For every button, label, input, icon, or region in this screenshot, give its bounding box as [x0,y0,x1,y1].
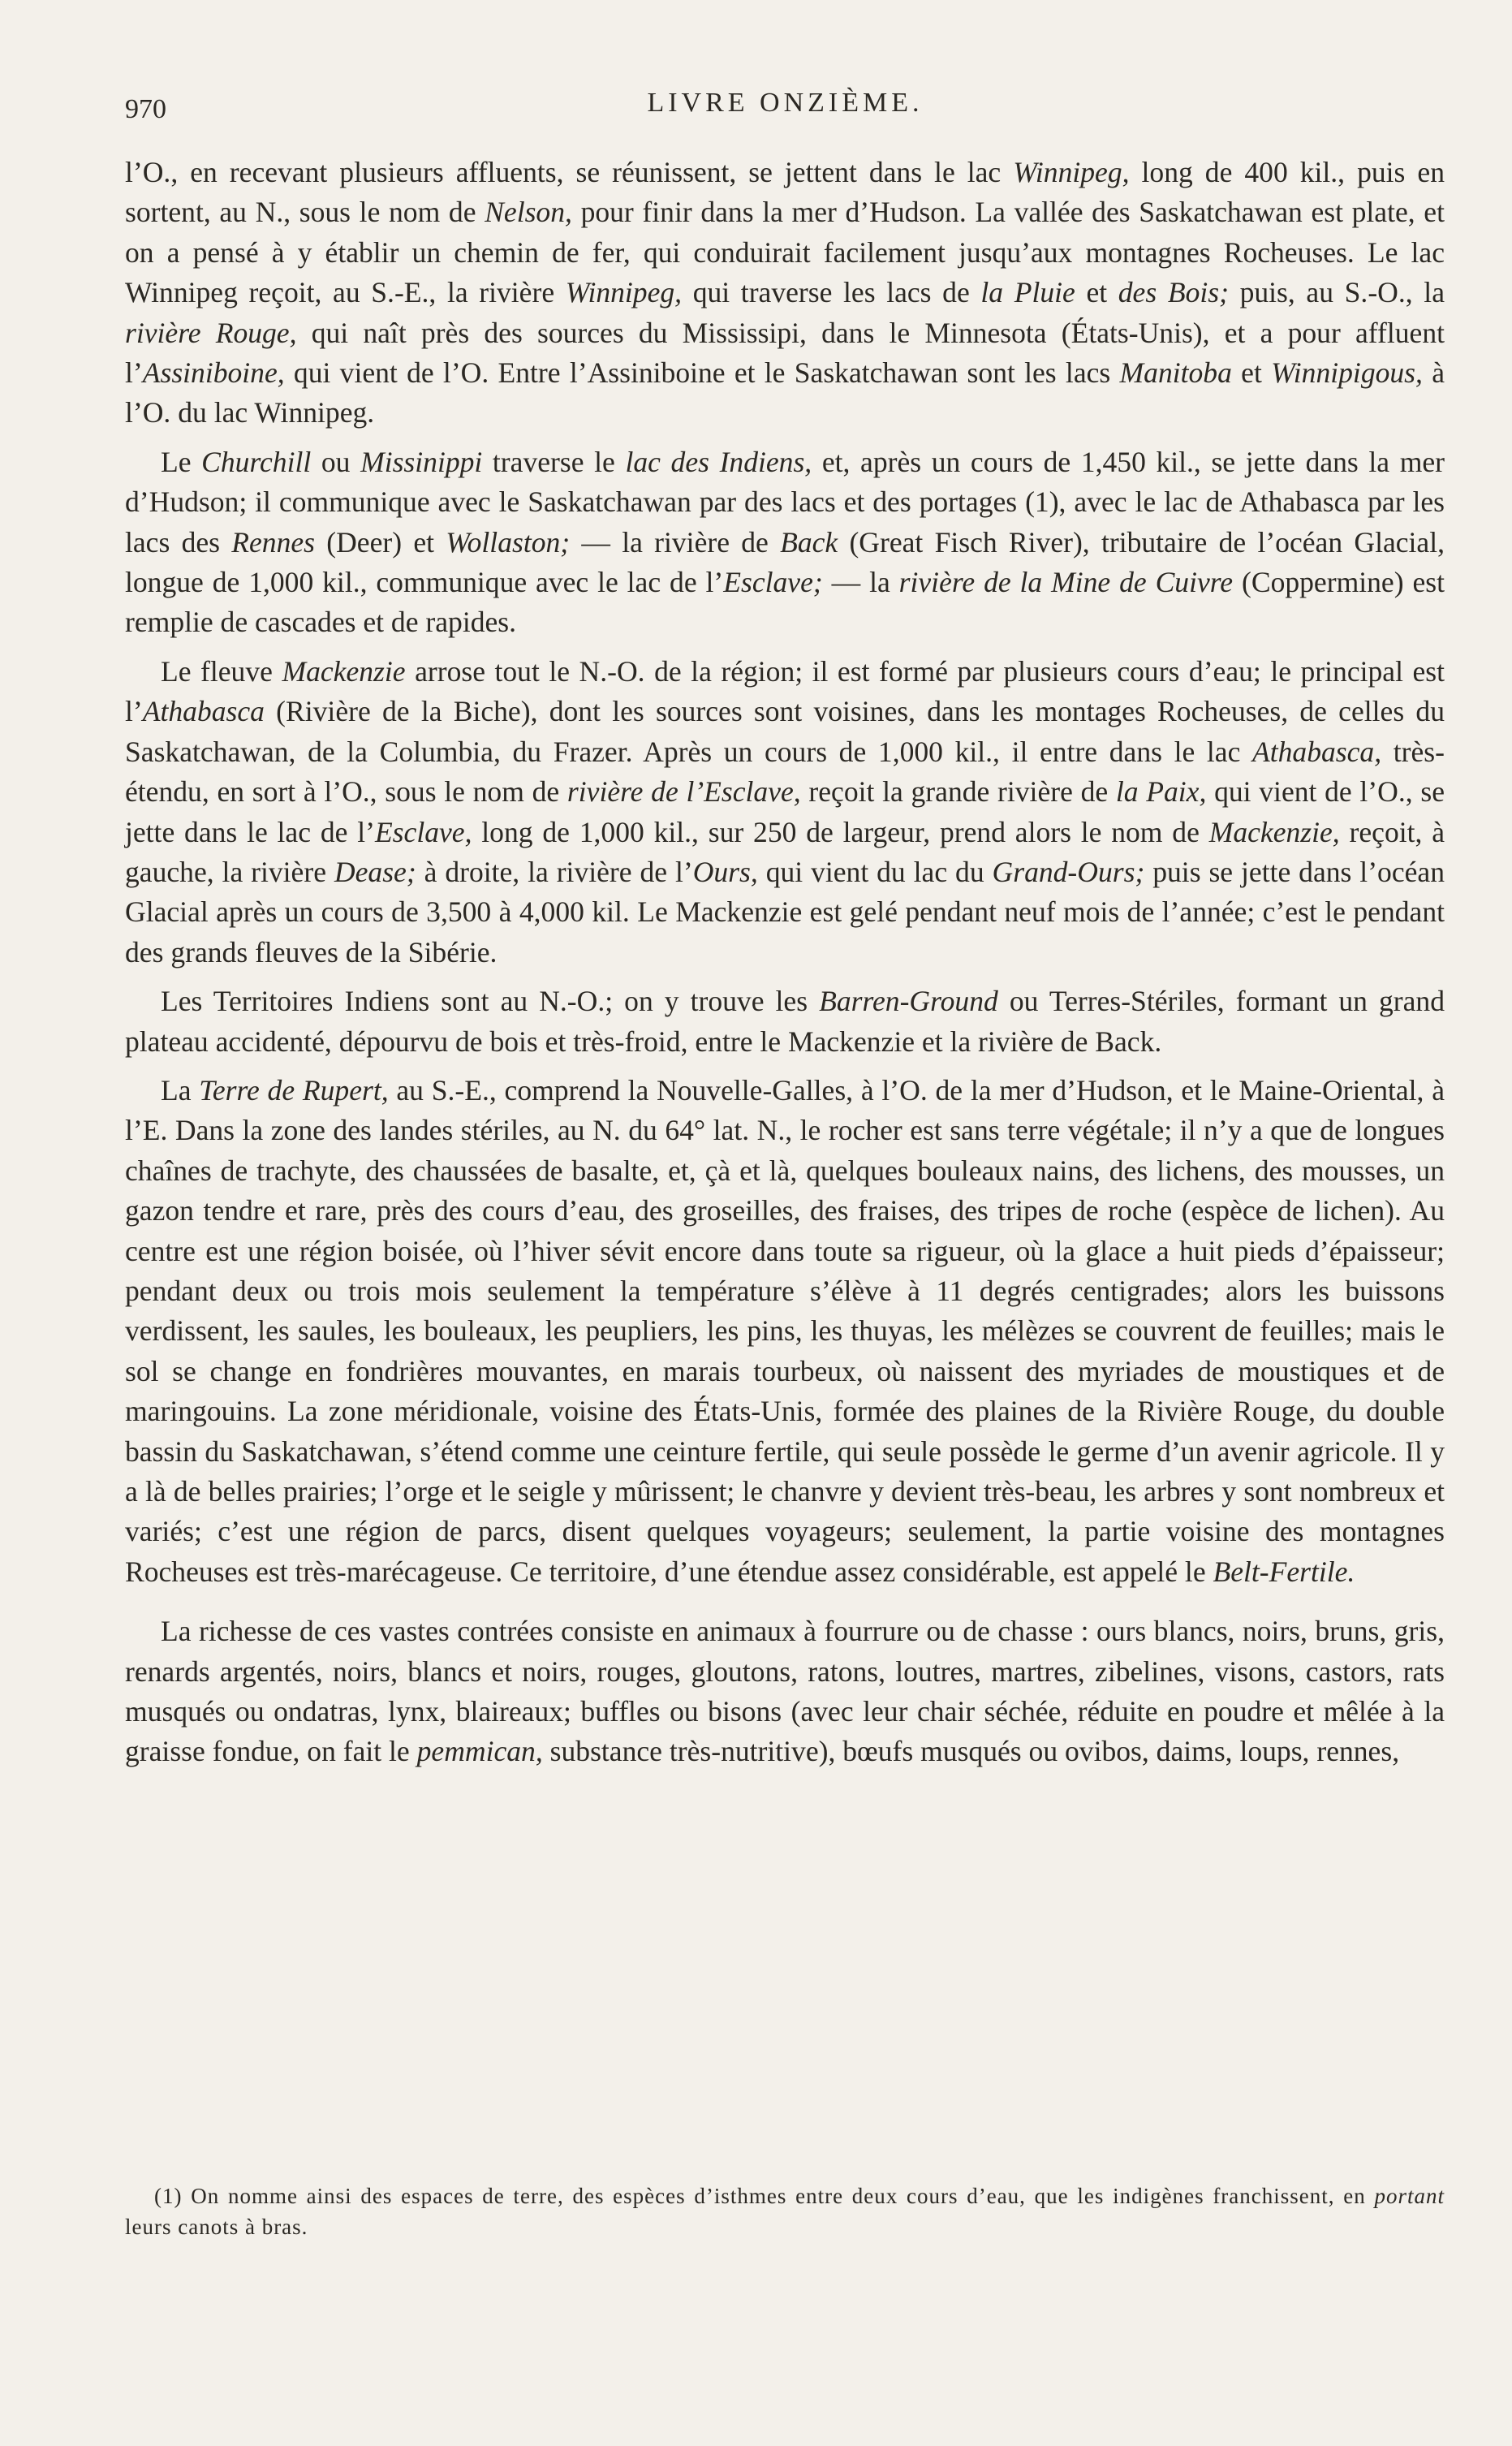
text-run: (1) On nomme ainsi des espaces de terre, des espèces d’isthmes entre deux cours d’eau, que les indigènes franchissent, en [154,2184,1375,2208]
italic-text: Missinippi [360,445,483,478]
italic-text: Wollaston; [446,525,571,559]
text-run: Le fleuve [161,654,282,688]
italic-text: la Pluie [980,276,1075,309]
italic-text: Grand-Ours; [992,855,1145,888]
text-run: à droite, la rivière de l’ [416,855,693,888]
paragraph [125,652,1445,973]
italic-text: Mackenzie [282,654,406,688]
text-run: substance très-nutritive), bœufs musqués ou ovibos, daims, loups, rennes, [542,1735,1400,1768]
text-run: ou [311,445,361,478]
text-run: traverse le [482,445,626,478]
footnote [125,2181,1445,2242]
text-run: reçoit la grande rivière de [800,775,1116,809]
text-run: au S.-E., comprend la Nouvelle-Galles, à l’O. de la mer d’Hudson, et le Maine-Oriental, à l’E. Dans la zone des landes stériles, au N. du 64° lat. N., le rocher est sans terre végétale; il n’y a que de longues chaînes de trachyte, des chaussées de basalte, et, çà et là, quelques bouleaux nains, des lichens, des mousses, un gazon tendre et rare, près des cours d’eau, des groseilles, des fraises, des tripes de roche (espèce de lichen). Au centre est une région boisée, où l’hiver sévit encore dans toute sa rigueur, où la glace a huit pieds d’épaisseur; pendant deux ou trois mois seulement la température s’élève à 11 degrés centigrades; alors les buissons verdissent, les saules, les bouleaux, les peupliers, les pins, les thuyas, les mélèzes se couvrent de feuilles; mais le sol se change en fondrières mouvantes, en marais tourbeux, où naissent des myriades de moustiques et de maringouins. La zone méridionale, voisine des États-Unis, formée des plaines de la Rivière Rouge, du double bassin du Saskatchawan, s’étend comme une ceinture fertile, qui seule possède le germe d’un avenir agricole. Il y a là de belles prairies; l’orge et le seigle y mûrissent; le chanvre y devient très-beau, les arbres y sont nombreux et variés; c’est une région de parcs, disent quelques voyageurs; seulement, la partie voisine des montagnes Rocheuses est très-marécageuse. Ce territoire, d’une étendue assez considérable, est appelé le [125,1073,1445,1588]
text-run: La [161,1073,200,1107]
italic-text: rivière de l’Esclave, [566,775,801,809]
text-run: leurs canots à bras. [125,2215,308,2239]
text-run: qui traverse les lacs de [682,276,981,309]
text-run: l’O., en recevant plusieurs affluents, se réunissent, se jettent dans le lac [125,156,1014,188]
paragraph [125,442,1445,643]
italic-text: Terre de Rupert, [199,1073,389,1107]
paragraph [125,981,1445,1062]
text-run: qui vient de l’O. Entre l’Assiniboine et le Saskatchawan sont les lacs [284,356,1120,390]
text-run: pour finir dans la mer d’Hudson. La vallée des Saskatchawan est plate, et on a pensé à y établir un chemin de fer, qui conduirait facilement jusqu’aux montagnes Rocheuses. Le lac Winnipeg reçoit, au S.-E., la rivière [125,196,1445,309]
text-run: très-étendu, en sort à l’O., sous le nom de [125,735,1445,809]
italic-text: Athabasca [142,695,265,728]
paragraph [125,1071,1445,1592]
italic-text: Back [780,525,838,559]
text-run: Le [161,445,202,478]
text-run: (Coppermine) est remplie de cascades et de rapides. [125,566,1445,639]
text-run: — la [822,566,899,599]
italic-text: Esclave; [723,566,823,599]
italic-text: Dease; [334,855,416,888]
italic-text: rivière Rouge, [125,316,297,349]
text-run: La richesse de ces vastes contrées consiste en animaux à fourrure ou de chasse : ours blancs, noirs, bruns, gris, renards argentés, noirs, blancs et noirs, rouges, gloutons, ratons, loutres, martres, zibelines, visons, castors, rats musqués ou ondatras, lynx, blaireaux; buffles ou bisons (avec leur chair séchée, réduite en poudre et mêlée à la graisse fondue, on fait le [125,1615,1445,1768]
italic-text: Rennes [231,525,315,559]
italic-text: portant [1374,2184,1445,2208]
text-run: ou Terres-Stériles, formant un grand plateau accidenté, dépourvu de bois et très-froid, entre le Mackenzie et la rivière de Back. [125,985,1445,1058]
body-text [125,153,1445,1772]
text-run: puis se jette dans l’océan Glacial après un cours de 3,500 à 4,000 kil. Le Mackenzie est gelé pendant neuf mois de l’année; c’est le pendant des grands fleuves de la Sibérie. [125,855,1445,968]
italic-text: rivière de la Mine de Cuivre [898,566,1234,599]
text-run: à l’O. du lac Winnipeg. [125,356,1445,429]
text-run: qui vient du lac du [757,855,993,888]
paragraph [125,1611,1445,1772]
text-run: Les Territoires Indiens sont au N.-O.; on y trouve les [161,985,820,1018]
italic-text: pemmican, [416,1735,543,1768]
text-run: (Rivière de la Biche), dont les sources sont voisines, dans les montages Rocheuses, de celles du Saskatchawan, de la Columbia, du Frazer. Après un cours de 1,000 kil., il entre dans le lac [125,695,1445,768]
italic-text: Esclave, [374,815,472,848]
page-header [125,88,1445,128]
text-run: reçoit, à gauche, la rivière [125,815,1445,888]
italic-text: Nelson, [485,196,572,229]
text-run: (Deer) et [315,525,446,559]
italic-text: Assiniboine, [142,356,285,390]
page-number: 970 [125,94,166,124]
italic-text: Mackenzie, [1208,815,1340,848]
text-run: — la rivière de [570,525,781,559]
text-run: long de 1,000 kil., sur 250 de largeur, prend alors le nom de [472,815,1209,848]
italic-text: des Bois; [1118,276,1229,309]
paragraph [125,153,1445,434]
text-run: qui vient de l’O., se jette dans le lac de l’ [125,775,1445,848]
italic-text: la Paix, [1115,775,1207,809]
text-run: et, après un cours de 1,450 kil., se jette dans la mer d’Hudson; il communique avec le Saskatchawan par des lacs et des portages (1), avec le lac de Athabasca par les lacs des [125,445,1445,559]
italic-text: Athabasca, [1252,735,1382,768]
italic-text: Winnipeg, [565,276,683,309]
italic-text: lac des Indiens, [625,445,812,478]
italic-text: Winnipigous, [1271,356,1423,390]
text-run: et [1231,356,1272,390]
italic-text: Belt-Fertile. [1213,1555,1355,1588]
italic-text: Winnipeg, [1013,156,1130,188]
text-run: et [1075,276,1118,309]
italic-text: Manitoba [1119,356,1232,390]
text-run: qui naît près des sources du Mississipi, dans le Minnesota (États-Unis), et a pour affluent l’ [125,316,1445,390]
running-title: LIVRE ONZIÈME. [647,88,924,118]
italic-text: Churchill [201,445,312,478]
italic-text: Barren-Ground [819,985,998,1018]
text-run: arrose tout le N.-O. de la région; il est formé par plusieurs cours d’eau; le principal est l’ [125,654,1445,728]
text-run: long de 400 kil., puis en sortent, au N., sous le nom de [125,156,1445,229]
italic-text: Ours, [692,855,758,888]
text-run: puis, au S.-O., la [1228,276,1445,309]
text-run: (Great Fisch River), tributaire de l’océan Glacial, longue de 1,000 kil., communique avec le lac de l’ [125,525,1445,599]
